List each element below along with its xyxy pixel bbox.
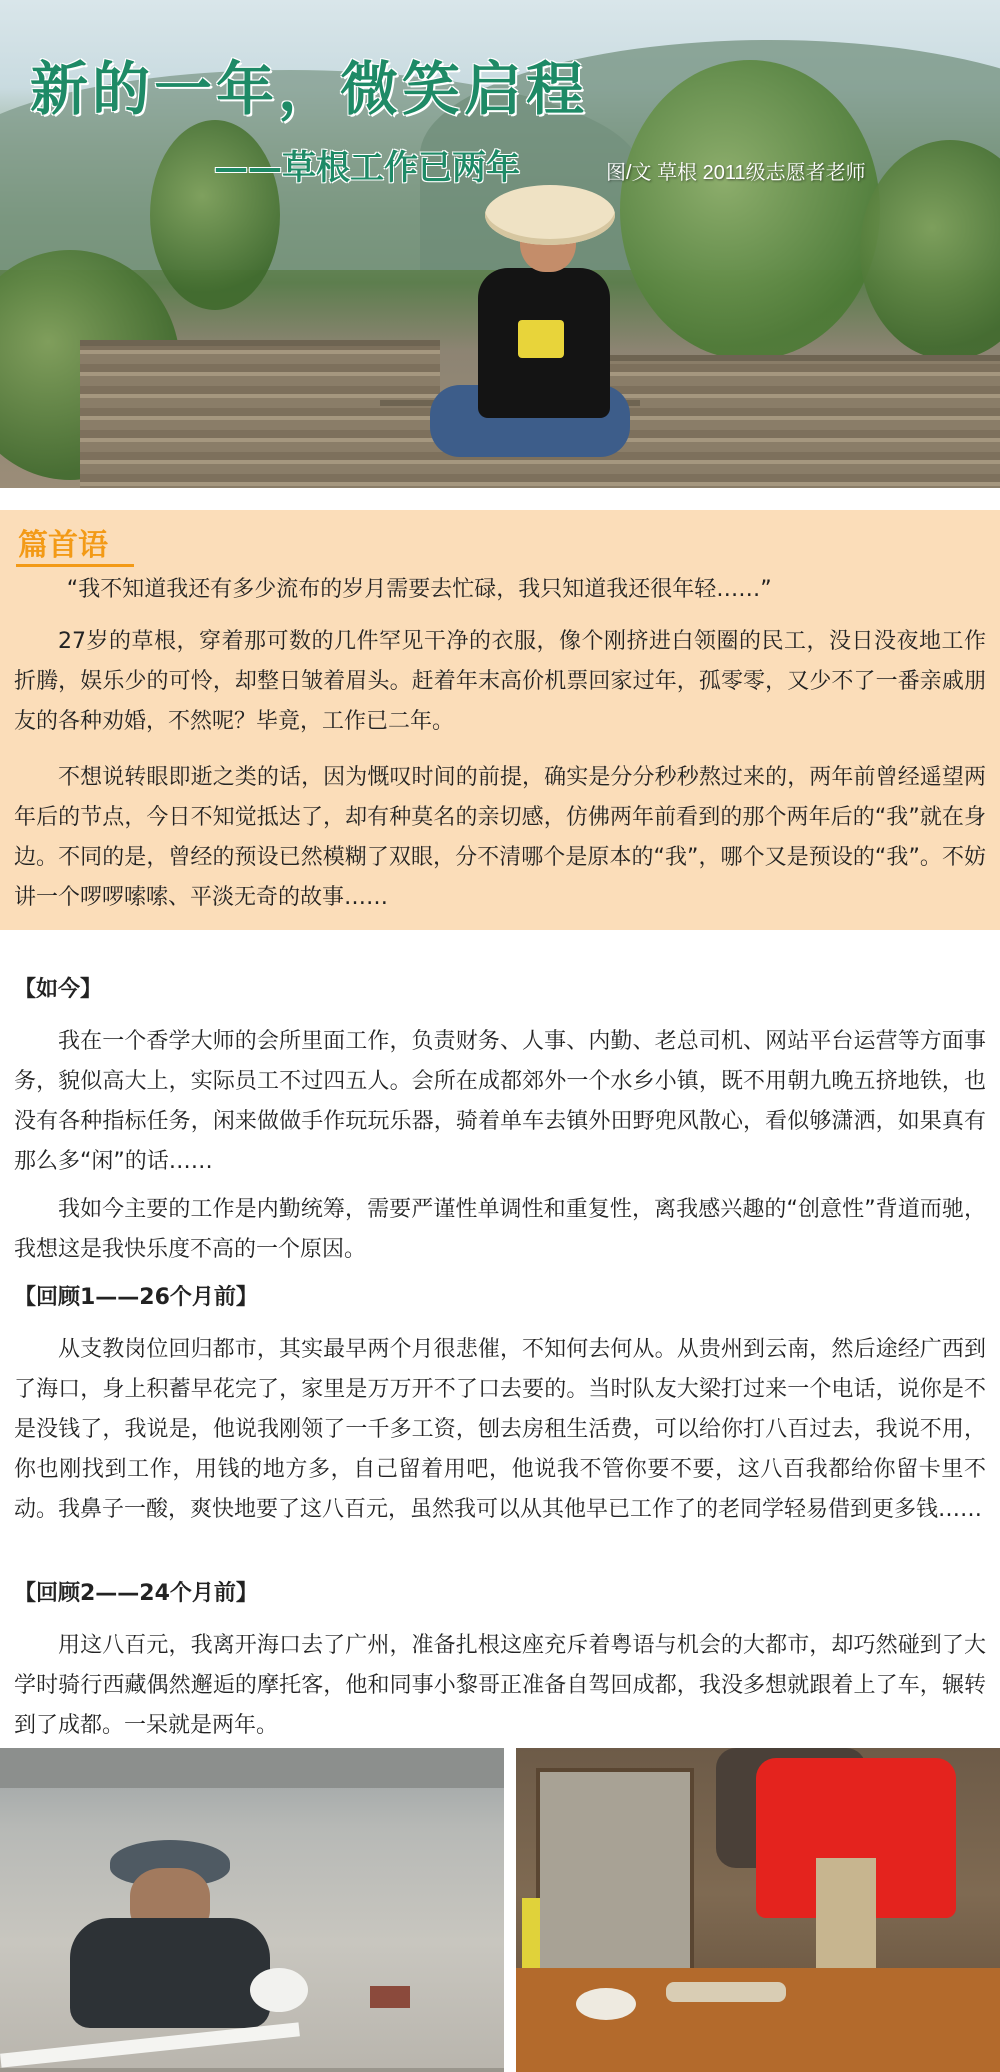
preface-quote: “我不知道我还有多少流布的岁月需要去忙碌，我只知道我还很年轻……”: [66, 577, 772, 602]
photo-cooking: [516, 1748, 1000, 2072]
author-credit: 图/文 草根 2011级志愿者老师: [606, 162, 866, 184]
section-paragraph: 我在一个香学大师的会所里面工作，负责财务、人事、内勤、老总司机、网站平台运营等方面事务，貌似高大上，实际员工不过四五人。会所在成都郊外一个水乡小镇，既不用朝九晚五挤地铁，也没有各种指标任务，闲来做做手作玩玩乐器，骑着单车去镇外田野兜风散心，看似够潇洒，如果真有那么多“闲”的话……: [14, 1029, 986, 1174]
hero-photo: [0, 0, 1000, 488]
section-heading-review-1: 【回顾1——26个月前】: [14, 1285, 258, 1310]
sun-hat: [485, 185, 615, 245]
preface-heading: 篇首语: [18, 528, 108, 563]
page-title: 新的一年，微笑启程: [30, 55, 589, 123]
section-paragraph: 用这八百元，我离开海口去了广州，准备扎根这座充斥着粤语与机会的大都市，却巧然碰到了大学时骑行西藏偶然邂逅的摩托客，他和同事小黎哥正准备自驾回成都，我没多想就跟着上了车，辗转到了成都。一呆就是两年。: [14, 1633, 986, 1738]
preface-box: [0, 510, 1000, 930]
preface-paragraph: 不想说转眼即逝之类的话，因为慨叹时间的前提，确实是分分秒秒熬过来的，两年前曾经遥望两年后的节点，今日不知觉抵达了，却有种莫名的亲切感，仿佛两年前看到的那个两年后的“我”就在身边。不同的是，曾经的预设已然模糊了双眼，分不清哪个是原本的“我”，哪个又是预设的“我”。不妨讲一个啰啰嗦嗦、平淡无奇的故事……: [14, 765, 986, 910]
shirt-logo: [518, 320, 564, 358]
photo-painting-ground: [0, 1748, 504, 2072]
section-paragraph: 我如今主要的工作是内勤统筹，需要严谨性单调性和重复性，离我感兴趣的“创意性”背道而驰，我想这是我快乐度不高的一个原因。: [14, 1197, 986, 1262]
section-heading-now: 【如今】: [14, 977, 103, 1002]
section-heading-review-2: 【回顾2——24个月前】: [14, 1581, 258, 1606]
preface-underline: [16, 564, 134, 567]
section-paragraph: 从支教岗位回归都市，其实最早两个月很悲催，不知何去何从。从贵州到云南，然后途经广西到了海口，身上积蓄早花完了，家里是万万开不了口去要的。当时队友大梁打过来一个电话，说你是不是没钱了，我说是，他说我刚领了一千多工资，刨去房租生活费，可以给你打八百过去，我说不用，你也刚找到工作，用钱的地方多，自己留着用吧，他说我不管你要不要，这八百我都给你留卡里不动。我鼻子一酸，爽快地要了这八百元，虽然我可以从其他早已工作了的老同学轻易借到更多钱……: [14, 1337, 986, 1522]
preface-paragraph: 27岁的草根，穿着那可数的几件罕见干净的衣服，像个刚挤进白领圈的民工，没日没夜地工作折腾，娱乐少的可怜，却整日皱着眉头。赶着年末高价机票回家过年，孤零零，又少不了一番亲戚朋友的各种劝婚，不然呢？毕竟，工作已二年。: [14, 629, 986, 734]
page-subtitle: ——草根工作已两年: [214, 148, 520, 188]
